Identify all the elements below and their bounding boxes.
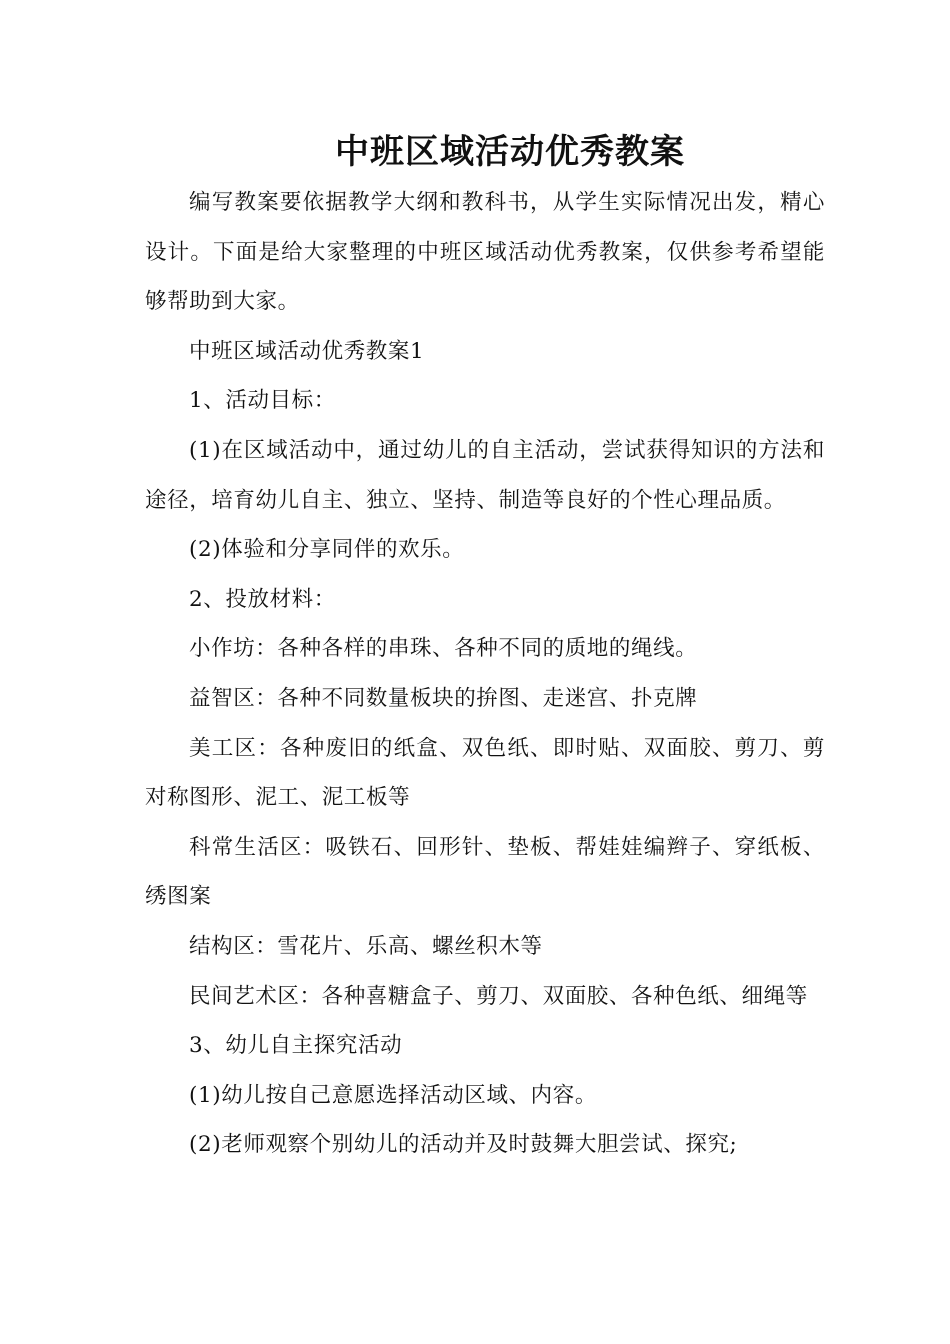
document-title: 中班区域活动优秀教案 — [335, 132, 685, 172]
section-heading: 中班区域活动优秀教案1 — [189, 338, 425, 364]
material-puzzle-area: 益智区：各种不同数量板块的拚图、走迷宫、扑克牌 — [189, 685, 698, 711]
material-science-life-area: 科常生活区：吸铁石、回形针、垫板、帮娃娃编辫子、穿纸板、绣图案 — [145, 834, 825, 910]
material-workshop: 小作坊：各种各样的串珠、各种不同的质地的绳线。 — [189, 636, 698, 662]
exploration-item-1: (1)幼儿按自己意愿选择活动区域、内容。 — [189, 1082, 597, 1108]
material-art-area: 美工区：各种废旧的纸盒、双色纸、即时贴、双面胶、剪刀、剪对称图形、泥工、泥工板等 — [145, 735, 825, 811]
goal-item-2: (2)体验和分享同伴的欢乐。 — [189, 537, 465, 563]
goal-item-1: (1)在区域活动中，通过幼儿的自主活动，尝试获得知识的方法和途径，培育幼儿自主、独立、坚持、制造等良好的个性心理品质。 — [145, 437, 825, 513]
intro-paragraph: 编写教案要依据教学大纲和教科书，从学生实际情况出发，精心设计。下面是给大家整理的中班区域活动优秀教案，仅供参考希望能够帮助到大家。 — [145, 190, 825, 315]
subheading-activity-goals: 1、活动目标： — [189, 388, 336, 414]
material-folk-art-area: 民间艺术区：各种喜糖盒子、剪刀、双面胶、各种色纸、细绳等 — [189, 983, 808, 1009]
subheading-materials: 2、投放材料： — [189, 586, 336, 612]
material-construction-area: 结构区：雪花片、乐高、螺丝积木等 — [189, 933, 543, 959]
subheading-exploration: 3、幼儿自主探究活动 — [189, 1033, 403, 1059]
exploration-item-2: (2)老师观察个别幼儿的活动并及时鼓舞大胆尝试、探究; — [189, 1132, 738, 1158]
document-body — [145, 178, 825, 1170]
